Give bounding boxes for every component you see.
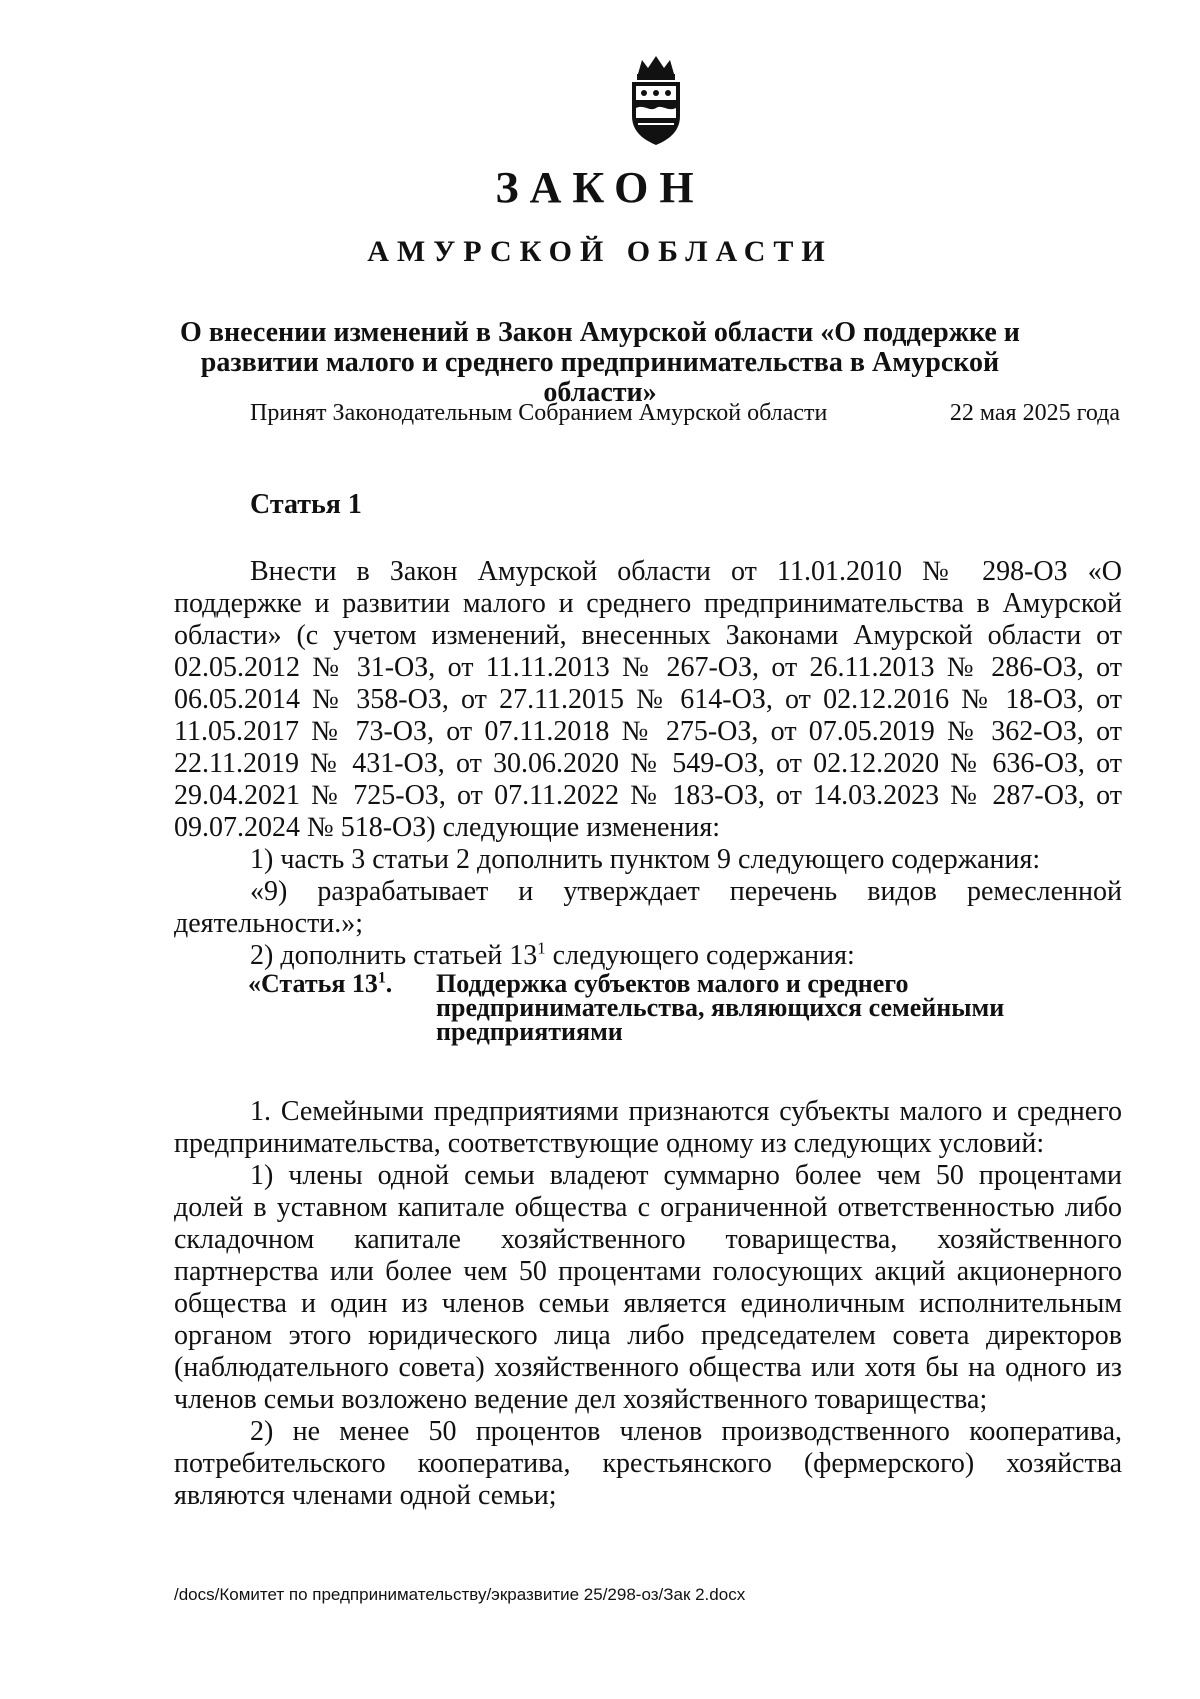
amendment-item-2-suffix: следующего содержания: <box>545 940 855 971</box>
amur-region-coat-of-arms-icon <box>626 52 686 148</box>
law-region-subtitle: АМУРСКОЙ ОБЛАСТИ <box>367 235 833 268</box>
law-subject-line-1: О внесении изменений в Закон Амурской области «О поддержке и <box>180 317 1020 348</box>
law-title: ЗАКОН <box>495 163 705 212</box>
spacer <box>174 1058 1122 1096</box>
article-1-heading: Статья 1 <box>250 489 362 520</box>
adopted-date: 22 мая 2025 года <box>949 400 1120 426</box>
amendment-item-2-prefix: 2) дополнить статьей 13 <box>250 940 538 971</box>
amendment-item-1-quote: «9) разрабатывает и утверждает перечень видов ремесленной деятельности.»; <box>174 876 1122 939</box>
law-subject-line-2: развитии малого и среднего предпринимательства в Амурской области» <box>200 347 1000 408</box>
amendment-item-2 <box>174 940 1122 972</box>
amendment-item-1: 1) часть 3 статьи 2 дополнить пунктом 9 следующего содержания: <box>250 844 1041 875</box>
new-article-paragraph-1-item-1: 1) члены одной семьи владеют суммарно более чем 50 процентами долей в уставном капитале общества с ограниченной ответственностью либо складочном капитале хозяйственного товарищества, хозяйственного партнерства или более чем 50 процентами голосующих акций акционерного общества и один из членов семьи является единоличным исполнительным органом этого юридического лица либо председателем совета директоров (наблюдательного совета) хозяйственного общества или хотя бы на одного из членов семьи возложено ведение дел хозяйственного товарищества; <box>174 1160 1122 1415</box>
adopted-by: Принят Законодательным Собранием Амурской области <box>250 400 828 426</box>
new-article-13-1-header <box>174 969 1122 1058</box>
new-article-number-prefix: «Статья 13 <box>248 969 378 998</box>
new-article-number-suffix: . <box>385 969 393 998</box>
new-article-number-sup: 1 <box>377 969 386 987</box>
article-1-body <box>174 556 1122 1512</box>
new-article-paragraph-1: 1. Семейными предприятиями признаются субъекты малого и среднего предпринимательства, соответствующие одному из следующих условий: <box>174 1096 1122 1159</box>
law-subject <box>150 318 1050 408</box>
article-1-intro: Внести в Закон Амурской области от 11.01.2010 № 298-ОЗ «О поддержке и развитии малого и среднего предпринимательства в Амурской области» (с учетом изменений, внесенных Законами Амурской области от 02.05.2012 № 31-ОЗ, от 11.11.2013 № 267-ОЗ, от 26.11.2013 № 286-ОЗ, от 06.05.2014 № 358-ОЗ, от 27.11.2015 № 614-ОЗ, от 02.12.2016 № 18-ОЗ, от 11.05.2017 № 73-ОЗ, от 07.11.2018 № 275-ОЗ, от 07.05.2019 № 362-ОЗ, от 22.11.2019 № 431-ОЗ, от 30.06.2020 № 549-ОЗ, от 02.12.2020 № 636-ОЗ, от 29.04.2021 № 725-ОЗ, от 07.11.2022 № 183-ОЗ, от 14.03.2023 № 287-ОЗ, от 09.07.2024 № 518-ОЗ) следующие изменения: <box>174 556 1122 843</box>
amendment-item-2-sup: 1 <box>537 938 546 958</box>
new-article-number <box>248 969 393 998</box>
adoption-line <box>250 398 1120 428</box>
file-path-footer: /docs/Комитет по предпринимательству/экразвитие 25/298-оз/Зак 2.docx <box>174 1585 746 1604</box>
new-article-paragraph-1-item-2: 2) не менее 50 процентов членов производственного кооператива, потребительского кооператива, крестьянского (фермерского) хозяйства являются членами одной семьи; <box>174 1416 1122 1511</box>
new-article-title: Поддержка субъектов малого и среднего предпринимательства, являющихся семейными предприятиями <box>436 969 1005 1046</box>
